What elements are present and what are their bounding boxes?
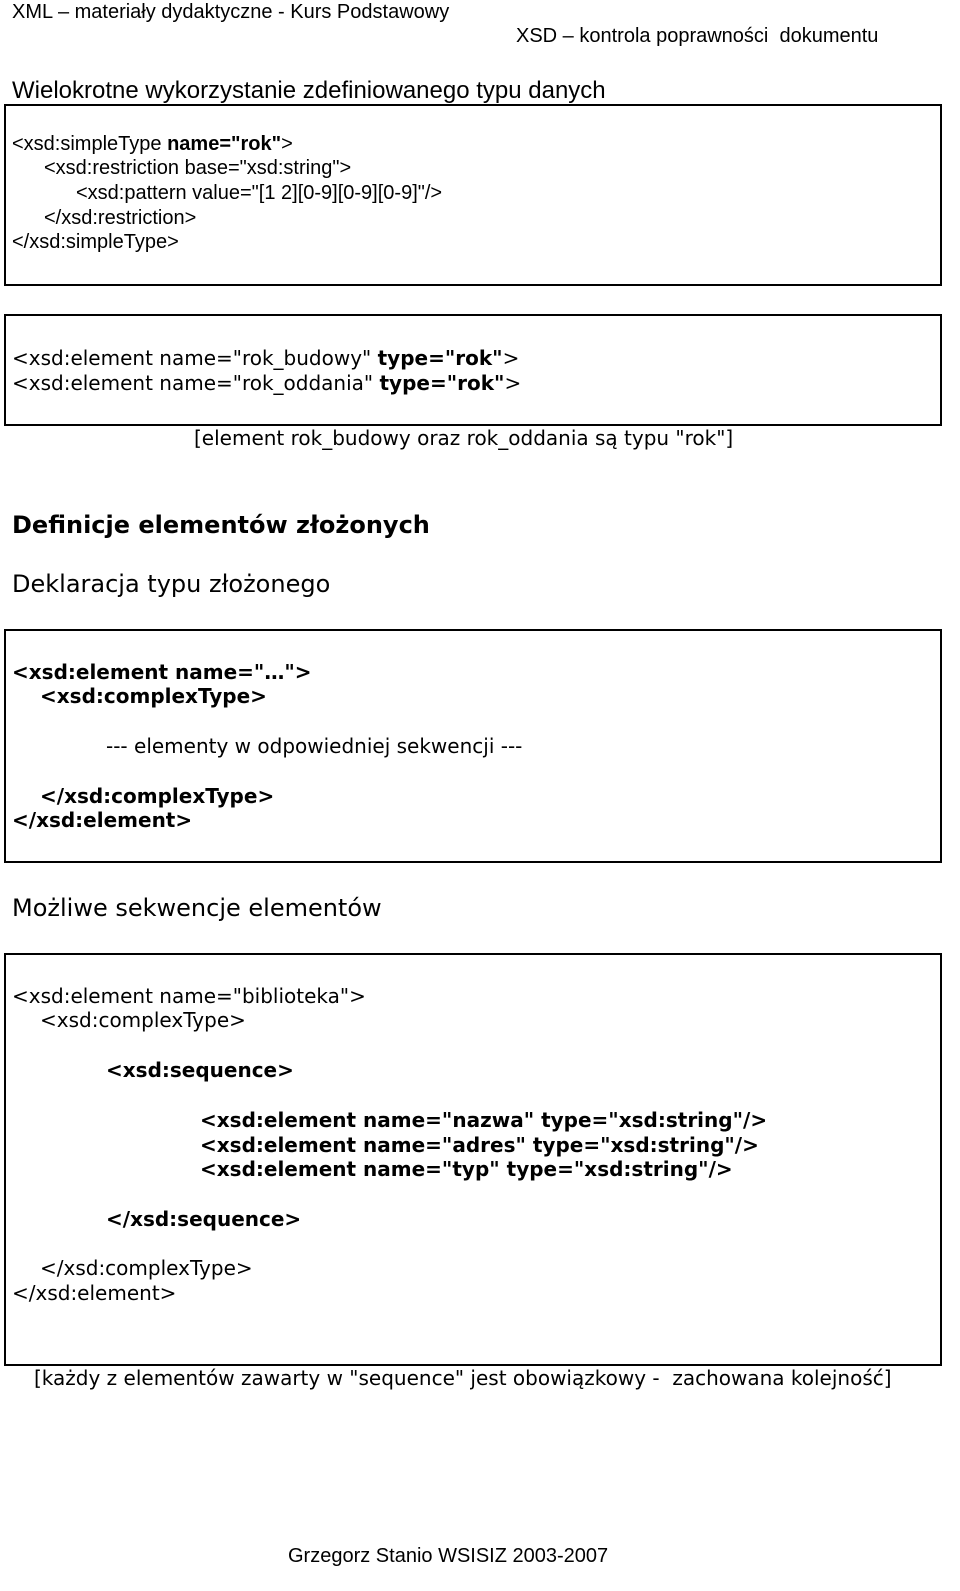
code-line: <xsd:restriction base="xsd:string"> — [44, 157, 352, 179]
code-line: <xsd:element name="…"> — [12, 660, 312, 684]
code-box-element-usage — [4, 314, 942, 426]
code-line: </xsd:restriction> — [44, 207, 197, 229]
note-sequence-rules: [każdy z elementów zawarty w "sequence" jest obowiązkowy - zachowana kolejność] — [34, 1366, 892, 1390]
code-line: <xsd:element name="rok_oddania" type="rok"> — [12, 371, 522, 395]
code-line: <xsd:element name="biblioteka"> — [12, 984, 366, 1008]
code-line: <xsd:complexType> — [40, 1008, 246, 1032]
header-right-title: XSD – kontrola poprawności dokumentu — [516, 25, 879, 47]
footer-author: Grzegorz Stanio WSISIZ 2003-2007 — [288, 1545, 609, 1567]
code-line: <xsd:complexType> — [40, 684, 267, 708]
header-left-title: XML – materiały dydaktyczne - Kurs Podstawowy — [12, 1, 450, 23]
note-type-usage: [element rok_budowy oraz rok_oddania są typu "rok"] — [194, 426, 734, 450]
code-line: </xsd:element> — [12, 1281, 177, 1305]
code-line: <xsd:element name="adres" type="xsd:string"/> — [200, 1133, 759, 1157]
code-line: <xsd:sequence> — [106, 1058, 294, 1082]
code-line: <xsd:element name="typ" type="xsd:string"/> — [200, 1157, 733, 1181]
code-line: <xsd:pattern value="[1 2][0-9][0-9][0-9]"/> — [76, 182, 443, 204]
code-line: </xsd:element> — [12, 808, 193, 832]
code-line: <xsd:element name="nazwa" type="xsd:string"/> — [200, 1108, 768, 1132]
code-line: --- elementy w odpowiedniej sekwencji --- — [106, 734, 523, 758]
section-title-complex-elements: Definicje elementów złożonych — [12, 511, 430, 539]
section-title-reuse-type: Wielokrotne wykorzystanie zdefiniowanego typu danych — [12, 77, 606, 104]
code-line: </xsd:sequence> — [106, 1207, 302, 1231]
code-line: </xsd:simpleType> — [12, 231, 179, 253]
subtitle-complex-type-declaration: Deklaracja typu złożonego — [12, 570, 331, 598]
code-line: </xsd:complexType> — [40, 1256, 253, 1280]
code-line: <xsd:simpleType name="rok"> — [12, 133, 293, 155]
code-line: </xsd:complexType> — [40, 784, 275, 808]
subtitle-possible-sequences: Możliwe sekwencje elementów — [12, 894, 382, 922]
code-line: <xsd:element name="rok_budowy" type="rok"> — [12, 346, 520, 370]
